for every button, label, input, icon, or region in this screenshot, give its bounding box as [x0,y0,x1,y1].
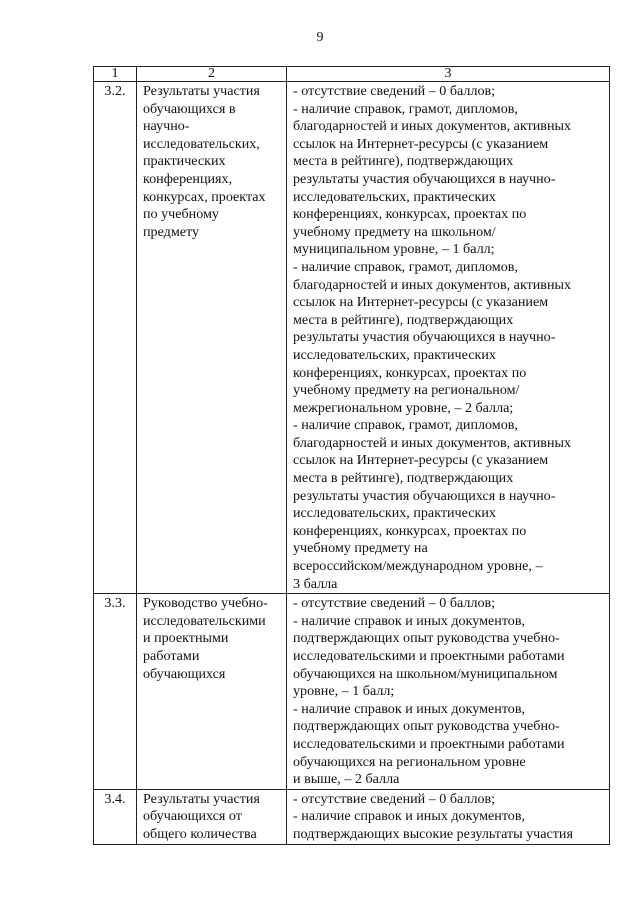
criterion-scoring-line: учебному предмету на школьном/ [293,223,496,240]
criterion-scoring-line: муниципальном уровне, – 1 балл; [293,241,495,258]
criterion-scoring-line: - отсутствие сведений – 0 баллов; [293,83,496,99]
criterion-scoring-line: результаты участия обучающихся в научно- [293,329,556,346]
criterion-title [137,594,287,790]
criterion-scoring-line: обучающихся на региональном уровне [293,753,526,770]
criterion-title-line: практических [143,153,226,170]
criterion-title-line: работами [143,648,200,664]
criterion-scoring-line: места в рейтинге), подтверждающих [293,311,514,328]
criterion-scoring-line: конференциях, конкурсах, проектах по [293,364,527,381]
criterion-title [137,789,287,844]
criterion-title-line: конференциях, [143,170,233,187]
criterion-title-line: и проектными [143,630,229,647]
criterion-scoring-line: ссылок на Интернет-ресурсы (с указанием [293,452,549,469]
criterion-title-line: конкурсах, проектах [143,188,266,205]
criterion-scoring-line: места в рейтинге), подтверждающих [293,153,514,170]
criterion-scoring-line: - отсутствие сведений – 0 баллов; [293,790,496,807]
criterion-scoring-line: учебному предмету на региональном/ [293,382,520,399]
criterion-scoring-line: - наличие справок, грамот, дипломов, [293,417,518,434]
criterion-scoring [287,82,610,594]
criterion-scoring-line: - наличие справок и иных документов, [293,612,526,629]
criterion-scoring-line: ссылок на Интернет-ресурсы (с указанием [293,294,549,311]
header-col-1: 1 [94,67,137,82]
criterion-title-line: обучающихся [143,665,226,682]
criterion-scoring-line: учебному предмету на [293,540,428,557]
criterion-scoring-line: результаты участия обучающихся в научно- [293,487,556,504]
criteria-table [93,66,610,845]
criterion-scoring-line: и выше, – 2 балла [293,771,400,788]
criterion-scoring-line: - наличие справок и иных документов, [293,700,526,717]
criterion-scoring-line: - наличие справок и иных документов, [293,808,526,825]
criterion-title-line: исследовательских, [143,135,260,152]
criterion-scoring-line: исследовательских, практических [293,505,496,522]
table-header-row [94,67,610,82]
row-number: 3.2. [94,82,137,594]
criterion-scoring-line: - отсутствие сведений – 0 баллов; [293,595,496,612]
criterion-scoring-line: благодарностей и иных документов, активных [293,434,572,451]
criterion-scoring-line: исследовательскими и проектными работами [293,648,565,664]
criterion-title-line: предмету [143,223,200,240]
header-col-2: 2 [137,67,287,82]
criterion-scoring-line: подтверждающих высокие результаты участия [293,825,573,842]
criterion-scoring-line: - наличие справок, грамот, дипломов, [293,100,518,117]
criterion-scoring-line: конференциях, конкурсах, проектах по [293,522,527,539]
criterion-scoring-line: обучающихся на школьном/муниципальном [293,665,558,682]
header-col-3: 3 [287,67,610,82]
criterion-scoring-line: подтверждающих опыт руководства учебно- [293,630,560,647]
criterion-title-line: обучающихся в [143,100,236,117]
criterion-scoring-line: уровне, – 1 балл; [293,683,395,700]
criterion-scoring-line: исследовательских, практических [293,346,496,363]
criterion-scoring-line: 3 балла [293,575,338,592]
criterion-scoring-line: ссылок на Интернет-ресурсы (с указанием [293,135,549,152]
criterion-scoring-line: результаты участия обучающихся в научно- [293,170,556,187]
criterion-scoring-line: всероссийском/международном уровне, – [293,558,543,575]
row-number: 3.4. [94,789,137,844]
criterion-title-line: Руководство учебно- [143,595,268,612]
criterion-scoring-line: исследовательскими и проектными работами [293,735,565,752]
criterion-scoring-line: межрегиональном уровне, – 2 балла; [293,399,514,416]
row-number: 3.3. [94,594,137,790]
criterion-title-line: Результаты участия [143,790,260,807]
criterion-scoring [287,594,610,790]
criterion-scoring [287,789,610,844]
criterion-title-line: Результаты участия [143,83,260,99]
criterion-scoring-line: - наличие справок, грамот, дипломов, [293,258,518,275]
table-row [94,789,610,844]
criterion-scoring-line: подтверждающих опыт руководства учебно- [293,718,560,735]
table-row [94,82,610,594]
criterion-scoring-line: места в рейтинге), подтверждающих [293,470,514,487]
criterion-title-line: по учебному [143,206,219,223]
criterion-title-line: исследовательскими [143,612,266,629]
criterion-title [137,82,287,594]
criterion-scoring-line: конференциях, конкурсах, проектах по [293,206,527,223]
criterion-scoring-line: исследовательских, практических [293,188,496,205]
criterion-title-line: общего количества [143,825,257,842]
criterion-title-line: научно- [143,118,190,135]
criterion-scoring-line: благодарностей и иных документов, активных [293,118,572,135]
criterion-scoring-line: благодарностей и иных документов, активных [293,276,572,293]
criterion-title-line: обучающихся от [143,808,242,825]
page-number: 9 [316,30,324,45]
table-row [94,594,610,790]
